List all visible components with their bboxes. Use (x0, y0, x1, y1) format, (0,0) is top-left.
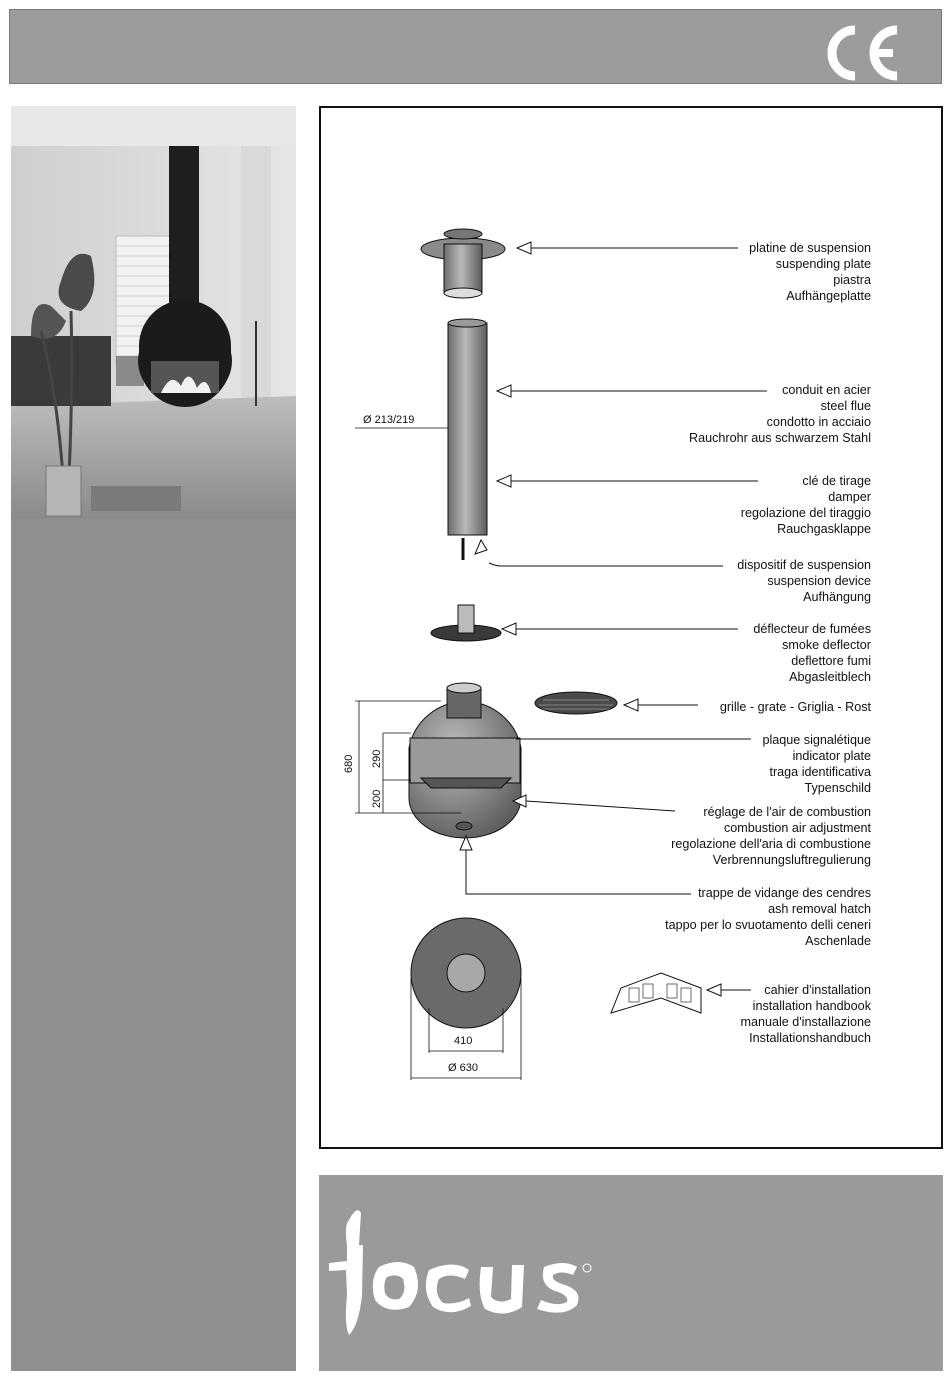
ce-mark-icon (825, 24, 903, 82)
label-line: deflettore fumi (791, 654, 871, 668)
label-line: indicator plate (792, 749, 871, 763)
label-line: clé de tirage (802, 474, 871, 488)
label-line: damper (828, 490, 871, 504)
label-line: conduit en acier (782, 383, 871, 397)
grate-disc (535, 692, 617, 714)
dim-outer-diameter: Ø 630 (448, 1062, 478, 1074)
flue-tube (448, 323, 487, 535)
label-line: traga identificativa (769, 765, 871, 779)
label-steel-flue (689, 382, 871, 446)
dim-flue-diameter: Ø 213/219 (363, 414, 415, 426)
label-line: Typenschild (804, 781, 871, 795)
label-line: Verbrennungsluftregulierung (712, 853, 871, 867)
label-damper (741, 473, 871, 537)
footer-band (319, 1175, 943, 1371)
handbook-icon (611, 973, 701, 1013)
label-line: installation handbook (752, 999, 871, 1013)
header-band (9, 9, 942, 84)
plate-collar (444, 244, 482, 293)
label-handbook (740, 982, 871, 1046)
label-grate (720, 699, 871, 715)
label-line: platine de suspension (749, 241, 871, 255)
label-line: suspending plate (775, 257, 871, 271)
exploded-diagram (319, 106, 943, 1149)
label-line: réglage de l'air de combustion (703, 805, 871, 819)
dim-lower-height: 200 (371, 789, 383, 808)
label-line: piastra (833, 273, 871, 287)
label-line: condotto in acciaio (766, 415, 871, 429)
label-line: trappe de vidange des cendres (698, 886, 871, 900)
label-line: grille - grate - Griglia - Rost (719, 700, 871, 714)
dim-opening-width: 410 (454, 1035, 473, 1047)
dim-total-height: 680 (343, 754, 355, 773)
label-line: Installationshandbuch (749, 1031, 871, 1045)
label-line: smoke deflector (782, 638, 871, 652)
label-line: Aufhängeplatte (786, 289, 871, 303)
label-line: regolazione del tiraggio (740, 506, 871, 520)
label-ash-hatch (665, 885, 871, 949)
label-line: ash removal hatch (768, 902, 871, 916)
label-line: tappo per lo svuotamento delli ceneri (665, 918, 871, 932)
label-smoke-deflector (753, 621, 871, 685)
label-line: cahier d'installation (764, 983, 871, 997)
label-suspending-plate (749, 240, 871, 304)
label-suspension-device (737, 557, 871, 605)
label-indicator-plate (762, 732, 871, 796)
label-air-adjustment (671, 804, 871, 868)
label-line: Abgasleitblech (789, 670, 871, 684)
label-line: regolazione dell'aria di combustione (671, 837, 871, 851)
label-line: Rauchgasklappe (777, 522, 871, 536)
fireplace-photo (11, 106, 296, 519)
label-line: plaque signalétique (762, 733, 871, 747)
label-line: déflecteur de fumées (753, 622, 871, 636)
label-line: Aschenlade (805, 934, 871, 948)
label-line: combustion air adjustment (724, 821, 871, 835)
label-line: dispositif de suspension (737, 558, 871, 572)
sidebar-panel (11, 106, 296, 1371)
dim-upper-height: 290 (371, 749, 383, 768)
label-line: suspension device (767, 574, 871, 588)
label-line: Aufhängung (803, 590, 871, 604)
label-line: steel flue (820, 399, 871, 413)
label-line: manuale d'installazione (740, 1015, 871, 1029)
label-line: Rauchrohr aus schwarzem Stahl (689, 431, 871, 445)
